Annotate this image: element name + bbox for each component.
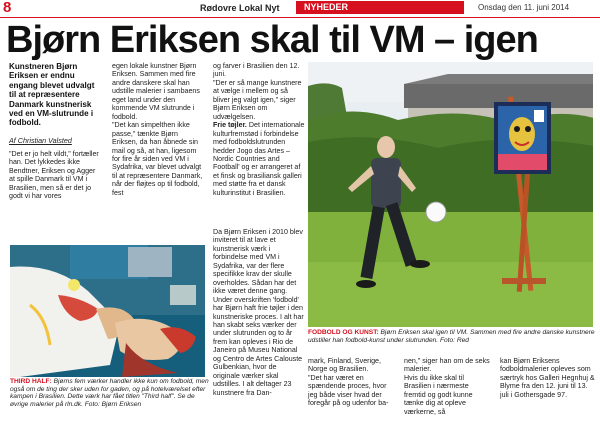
byline: Af Christian Valsted [9,136,72,145]
page-number: 8 [3,0,12,16]
artist-photo [308,62,593,327]
caption-text: Bjørns fem værker handler ikke kun om fodbold, men også om de ting der sker uden for gaden, og på hotelværelset efter kampen i Brasilien. Dette værk har fået titlen "Third half". Se de øvrige malerier på rln.dk. Foto: Bjørn Eriksen [10,378,209,408]
paragraph [213,121,305,197]
paragraph: kan Bjørn Eriksens fodboldmalerier opleves som særtryk hos Galleri Hegnhuj & Blyme fra den 12. juni til 13. juli i Gothersgade 97. [500,357,595,399]
issue-date: Onsdag den 11. juni 2014 [478,3,570,12]
paragraph: egen lokale kunstner Bjørn Eriksen. Sammen med fire andre danskere skal han udstille malerier i sambaens eget land under den kommende VM slutrunde i fodbold. [112,62,200,121]
column-2 [112,62,205,197]
paragraph: og farver i Brasilien den 12. juni. [213,62,300,79]
paragraph: "Det er jo helt vildt," fortæller han. Det lykkedes ikke Bendtner, Eriksen og Agger at spille Danmark til VM i Brasilien, men så er det jo godt vi har vores [9,150,99,201]
painting-photo [10,245,205,377]
headline: Bjørn Eriksen skal til VM – igen [6,19,538,61]
section-label: NYHEDER [296,1,464,14]
caption-text: Bjørn Eriksen skal igen til VM. Sammen med fire andre danske kunstnere udstiller han fodbold-kunst under slutrunden. Foto: Red [308,329,595,344]
caption-artist [308,329,595,344]
caption-label: FODBOLD OG KUNST: [308,329,379,336]
paper-name: Rødovre Lokal Nyt [200,3,280,13]
paragraph: "Det har været en spændende proces, hvor jeg både viser hvad der foregår på og udenfor ba- [308,373,389,408]
column-1 [9,150,101,201]
column-6 [500,357,595,399]
paragraph: nen," siger han om de seks malerier. [404,357,490,374]
paragraph: mark, Finland, Sverige, Norge og Brasilien. [308,357,381,374]
lead-paragraph: Kunstneren Bjørn Eriksen er endnu engang blevet udvalgt til at repræsentere Danmark kunstnerisk ved en VM-slutrunde i fodbold. [9,62,95,128]
subhead: Frie tøjler. [213,121,247,130]
caption-painting [10,378,210,408]
subhead-continuation: Det internationale kulturfremstød i forbindelse med fodboldslutrunden hedder Jogo das Artes – Nordic Countries and Football' og er arrangeret af et finsk og brasiliansk galleri med støtte fra et dansk kulturinstitut i Brasilien. [213,121,305,197]
paragraph: "Det kan simpelthen ikke passe," tænkte Bjørn Eriksen, da han åbnede sin mail og så, at han, ligesom for fire år siden ved VM i Sydafrika, var blevet udvalgt til at repræsentere Danmark, når der fløjtes op til fodbold, fest [112,121,203,197]
paragraph: Da Bjørn Eriksen i 2010 blev inviteret til at lave et kunstnerisk værk i forbindelse med VM i Sydafrika, var der flere specifikke krav der skulle overholdes. Sådan har det ikke været denne gang. Under overskriften 'fodbold' har Bjørn haft frie tøjler i den kunstneriske proces. I alt har han skabt seks værker der under slutrunden og to år frem kan opleves i Rio de Janeiro på Museu National og Centro de Artes Calouste Gulbenkian, hvor de originale værker skal udstilles. I alt deltager 23 kunstnere fra Dan- [213,228,304,397]
paragraph: "Der er så mange kunstnere at vælge i mellem og så bliver jeg valgt igen," siger Bjørn Eriksen om udvælgelsen. [213,78,302,121]
column-4 [308,357,396,408]
caption-label: THIRD HALF: [10,378,52,385]
column-5 [404,357,492,416]
column-3-lower [213,228,305,397]
paragraph: Hvis du ikke skal til Brasilien i nærmeste fremtid og godt kunne tænke dig at opleve værkerne, så [404,373,473,416]
column-3 [213,62,305,197]
